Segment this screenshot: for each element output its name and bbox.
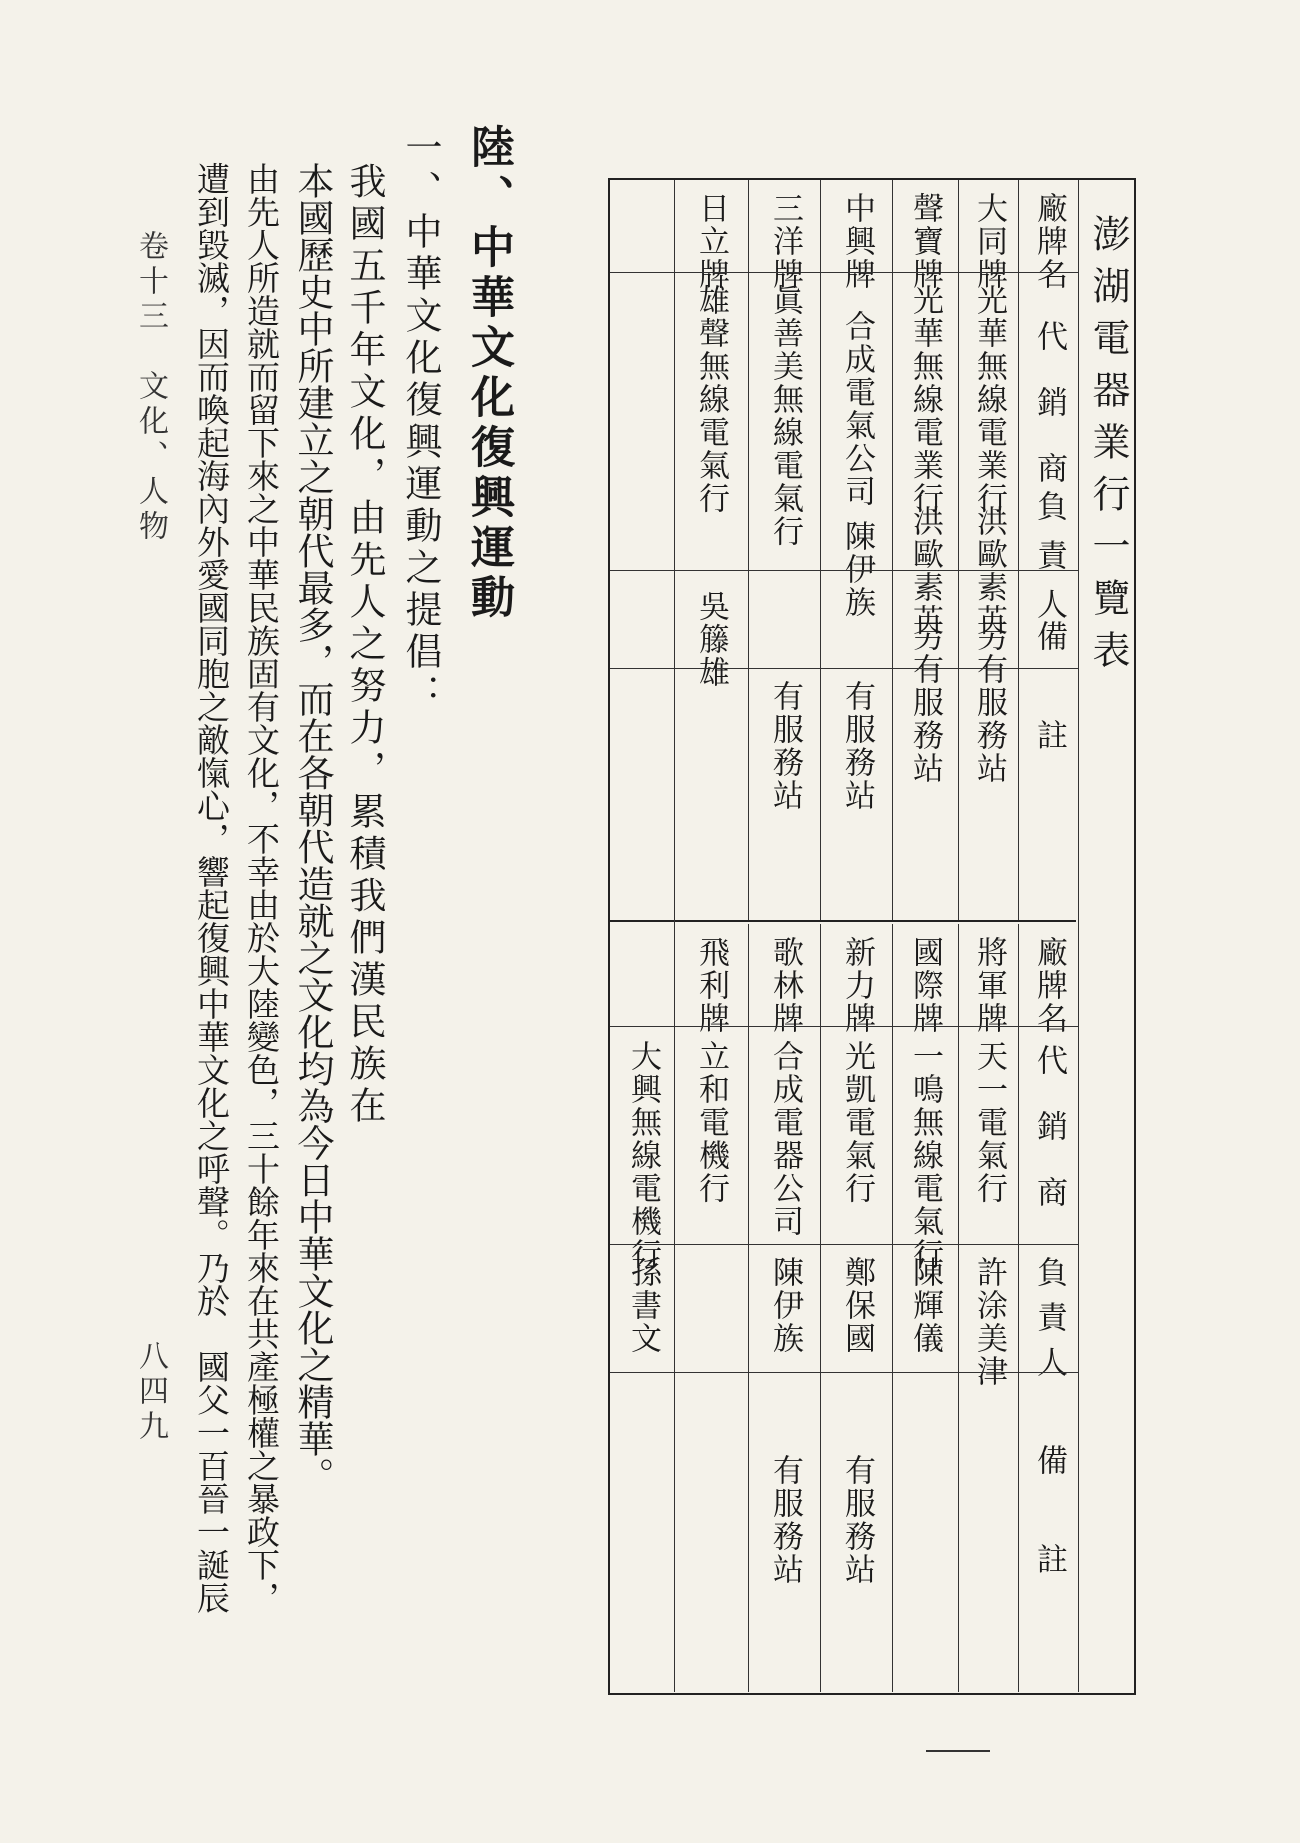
note-cell: 有服務站: [767, 1454, 803, 1586]
dealer-cell: 雄聲無線電氣行: [693, 284, 729, 515]
note-cell: 有服務站: [839, 1454, 875, 1586]
table-row: [958, 180, 1018, 920]
owner-cell: 洪歐素英: [971, 505, 1007, 637]
note-cell: 有服務站: [839, 680, 875, 812]
brand-cell: 三洋牌: [767, 192, 803, 291]
row-line: [610, 1244, 1078, 1245]
brand-cell: 歌林牌: [767, 936, 803, 1035]
table-title: 澎湖電器業行一覽表: [1086, 214, 1130, 682]
dealer-cell: 光凱電氣行: [839, 1040, 875, 1205]
col-line: [820, 180, 821, 920]
col-line: [748, 180, 749, 920]
col-line: [958, 924, 959, 1692]
brand-cell: 新力牌: [839, 936, 875, 1035]
owner-cell: 許涂美津: [971, 1256, 1007, 1388]
note-cell: 有服務站: [767, 680, 803, 812]
note-cell: 另有服務站: [971, 620, 1007, 785]
dealer-cell: 光華無線電業行: [907, 284, 943, 515]
owner-cell: 陳伊族: [767, 1256, 803, 1355]
table-row: [820, 924, 892, 1692]
brand-cell: 大同牌: [971, 192, 1007, 291]
header-brand: 廠牌名: [1031, 936, 1067, 1035]
page-number: 八四九: [133, 1340, 168, 1445]
owner-cell: 鄭保國: [839, 1256, 875, 1355]
col-line: [748, 924, 749, 1692]
owner-cell: 孫書文: [625, 1256, 661, 1355]
table-row: [892, 180, 958, 920]
dealer-cell: 合成電器公司: [767, 1040, 803, 1238]
dealer-cell: 合成電氣公司: [839, 310, 875, 508]
table-row: [674, 180, 748, 920]
table-row: [674, 924, 748, 1692]
upper-header-col: [1018, 180, 1078, 920]
table-row: [820, 180, 892, 920]
brand-cell: 聲寶牌: [907, 192, 943, 291]
row-line: [610, 1026, 1078, 1027]
owner-cell: 洪歐素英: [907, 505, 943, 637]
lower-header-col: [1018, 924, 1078, 1692]
row-line: [610, 1372, 1078, 1373]
col-line: [892, 180, 893, 920]
paragraph-line: 由先人所造就而留下來之中華民族固有文化，不幸由於大陸變色，三十餘年來在共產極權之暴政下，: [242, 162, 281, 1614]
paragraph-line: 本國歷史中所建立之朝代最多，而在各朝代造就之文化均為今日中華文化之精華。: [291, 162, 334, 1494]
col-line: [1018, 180, 1019, 920]
volume-label: 卷十三 文化、人物: [133, 230, 168, 545]
owner-cell: 陳伊族: [839, 520, 875, 619]
header-dealer: 代 銷 商: [1031, 1044, 1067, 1209]
table-row: [748, 180, 820, 920]
table-divider: [1078, 180, 1079, 1692]
row-line: [610, 272, 1078, 273]
brand-cell: 將軍牌: [971, 936, 1007, 1035]
brand-cell: 飛利牌: [693, 936, 729, 1035]
header-brand: 廠牌名: [1031, 192, 1067, 291]
dealer-cell: 天一電氣行: [971, 1040, 1007, 1205]
dealer-cell: 大興無線電機行: [625, 1040, 661, 1271]
table-row: [892, 924, 958, 1692]
row-line: [610, 668, 1078, 669]
brand-cell: 國際牌: [907, 936, 943, 1035]
row-line: [610, 570, 1078, 571]
table-row: [748, 924, 820, 1692]
bottom-rule: [926, 1750, 990, 1752]
header-dealer: 代 銷 商: [1031, 320, 1067, 485]
dealer-table: [608, 178, 1136, 1695]
dealer-cell: 光華無線電業行: [971, 284, 1007, 515]
paragraph-line: 我國五千年文化，由先人之努力，累積我們漢民族在: [343, 162, 386, 1128]
owner-cell: 陳輝儀: [907, 1256, 943, 1355]
table-row: [610, 924, 674, 1692]
header-note: 備 註: [1031, 1444, 1067, 1576]
dealer-cell: 一鳴無線電氣行: [907, 1040, 943, 1271]
dealer-cell: 眞善美無線電氣行: [767, 284, 803, 548]
dealer-cell: 立和電機行: [693, 1040, 729, 1205]
header-note: 備 註: [1031, 620, 1067, 752]
col-line: [892, 924, 893, 1692]
col-line: [674, 180, 675, 1692]
col-line: [1018, 924, 1019, 1692]
header-owner: 負責人: [1031, 490, 1067, 637]
table-half-separator: [610, 920, 1076, 922]
owner-cell: 吳籐雄: [693, 590, 729, 689]
note-cell: 另有服務站: [907, 620, 943, 785]
table-row: [958, 924, 1018, 1692]
col-line: [820, 924, 821, 1692]
section-heading: 陸、中華文化復興運動: [463, 124, 514, 624]
paragraph-line: 遭到毀滅，因而喚起海內外愛國同胞之敵愾心，響起復興中華文化之呼聲。乃於 國父一百晉一誕辰: [192, 162, 231, 1614]
brand-cell: 日立牌: [693, 192, 729, 291]
header-owner: 負責人: [1031, 1256, 1067, 1391]
brand-cell: 中興牌: [839, 192, 875, 291]
subheading: 一、中華文化復興運動之提倡：: [399, 128, 442, 716]
col-line: [958, 180, 959, 920]
